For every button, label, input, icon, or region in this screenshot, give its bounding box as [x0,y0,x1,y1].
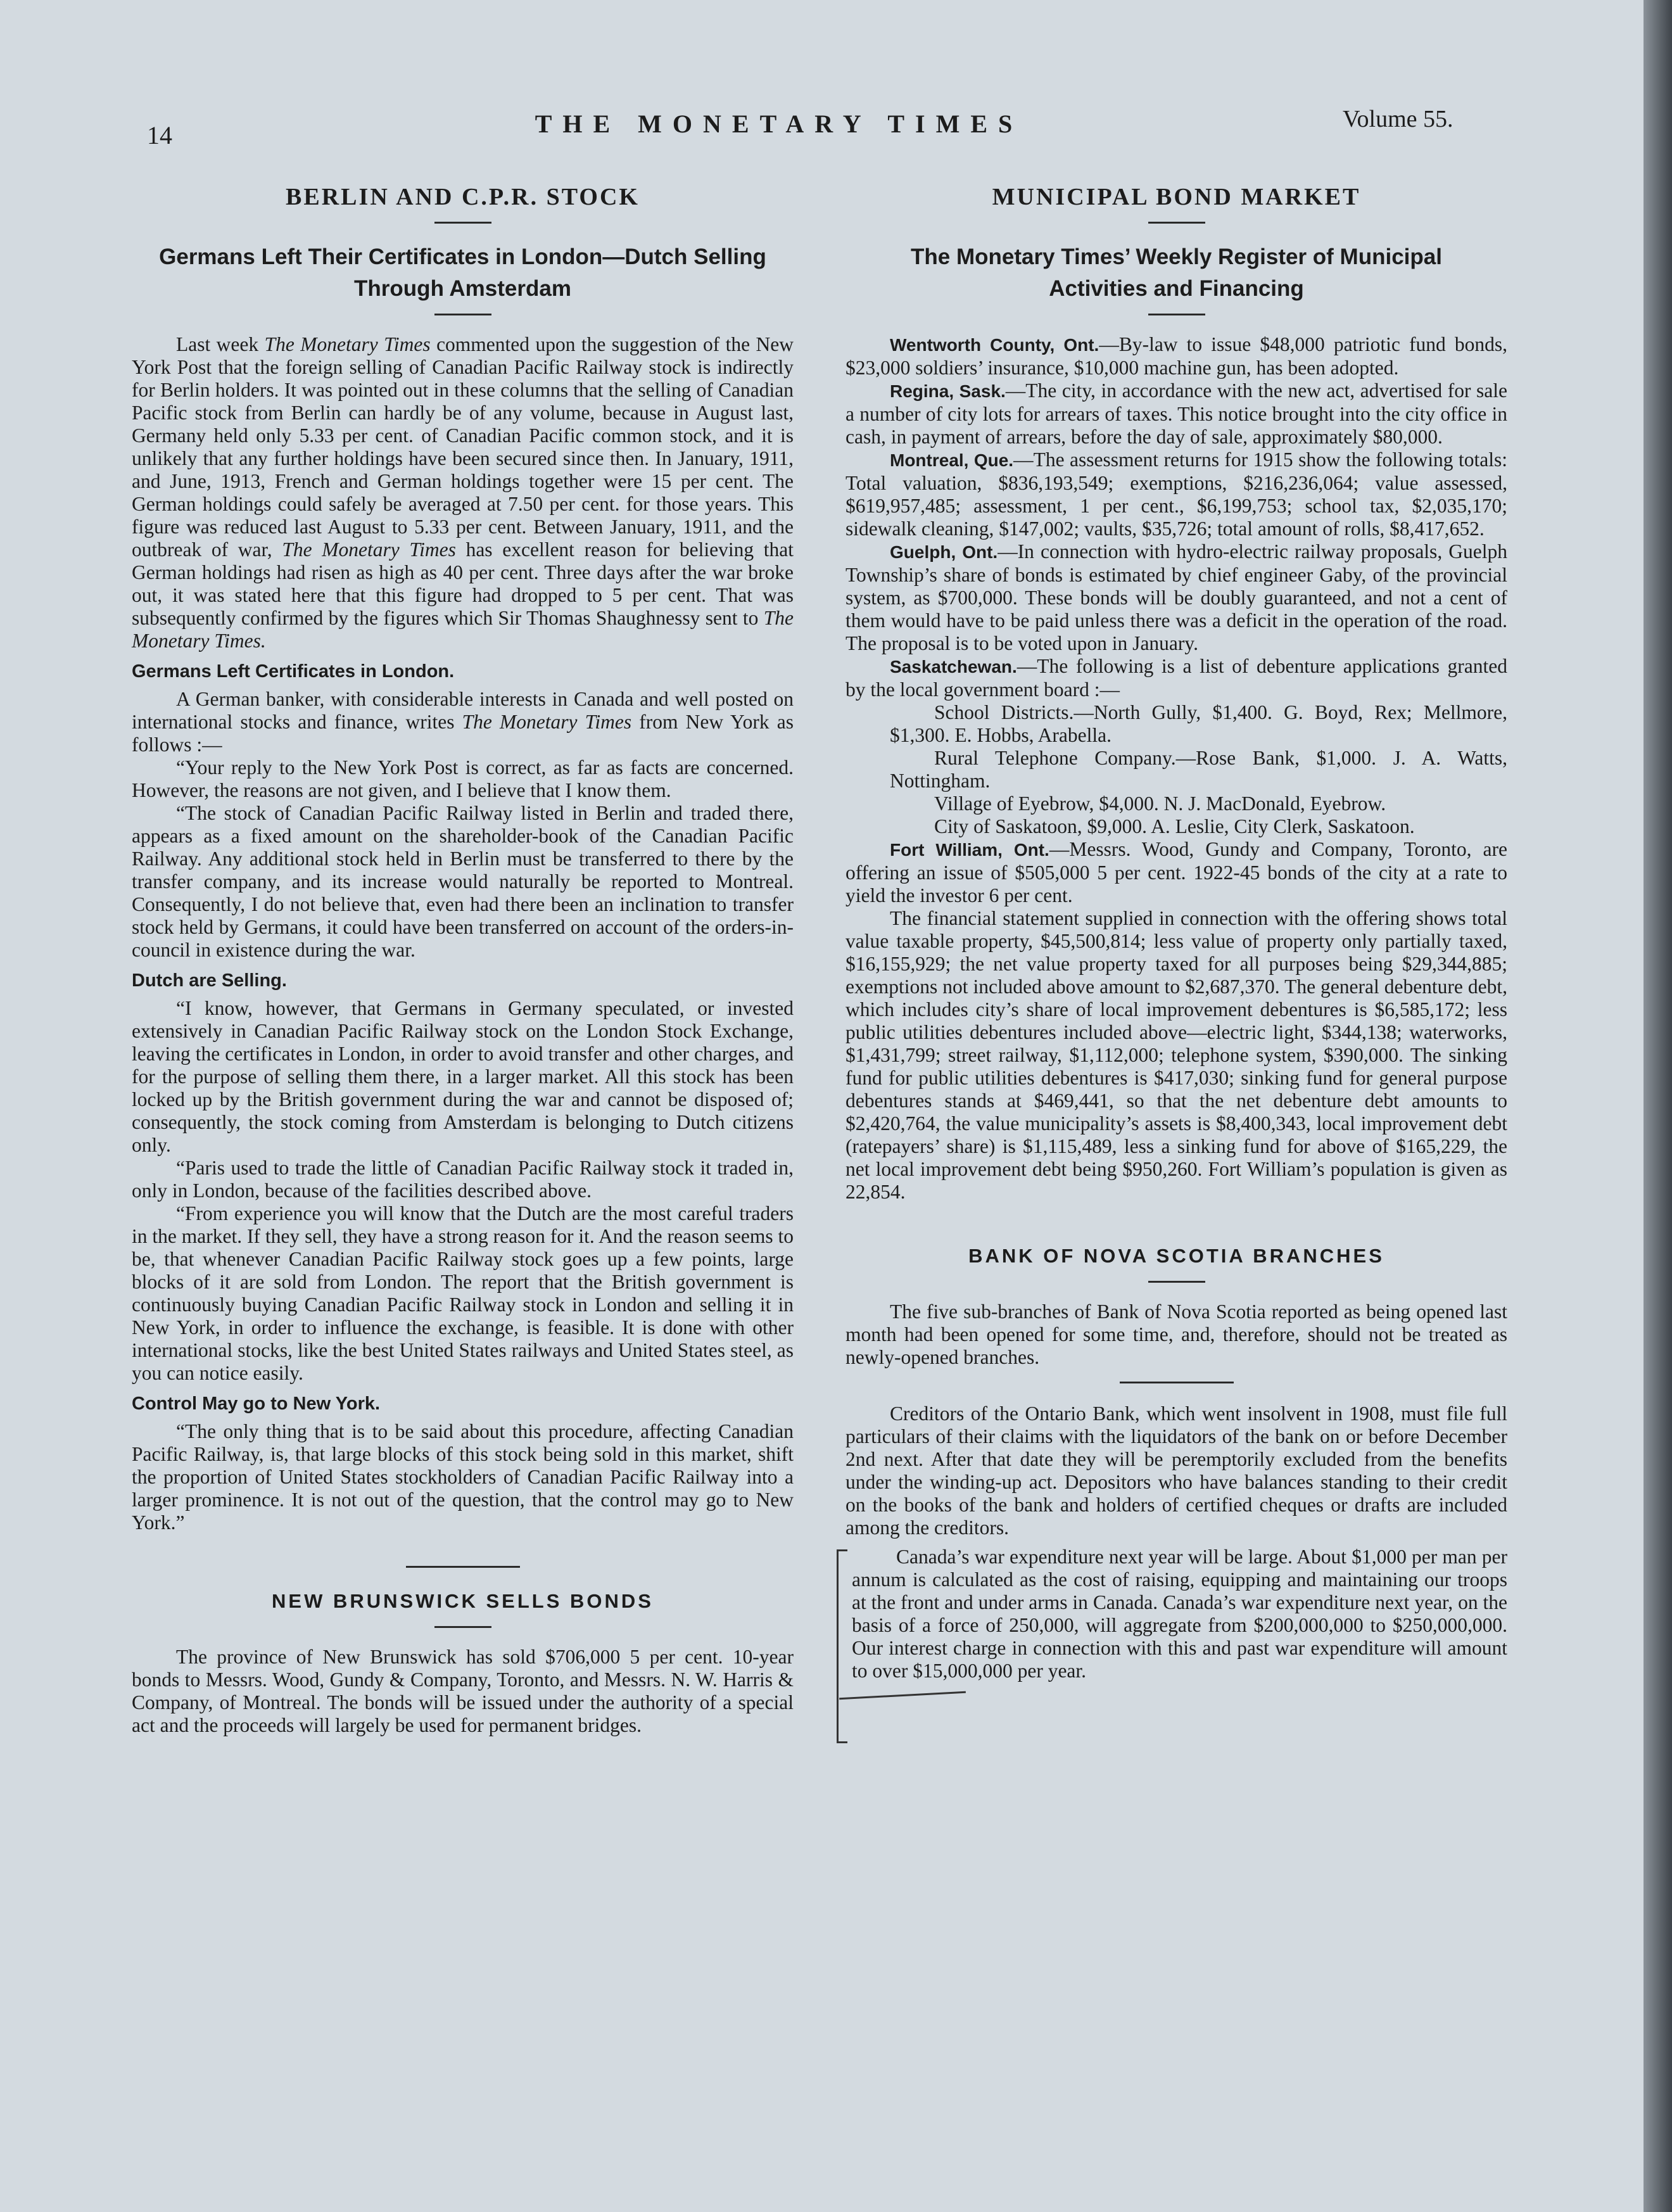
article-headline: BERLIN AND C.P.R. STOCK [286,184,640,210]
divider [1148,314,1205,315]
article-headline: NEW BRUNSWICK SELLS BONDS [272,1590,654,1612]
hand-drawn-underline [839,1691,966,1700]
paragraph: The financial statement supplied in connection with the offering shows total value taxable property, $45,500,814; less value of property only partially taxed, $16,155,929; the net value property taxed for all purposes being $29,344,885; exemptions not included above amount to $2,687,370. The general debenture debt, which includes city’s share of local improvement debentures is $6,585,172; less public utilities debentures included above—electric light, $344,138; waterworks, $1,431,799; street railway, $1,112,000; telephone system, $390,000. The sinking fund for public utilities debentures is $417,030; sinking fund for general purpose debentures stands at $469,441, so that the net debenture debt amounts to $2,420,764, the value municipality’s assets is $8,400,343, local improvement debt (ratepayers’ share) is $1,115,489, less a sinking fund for above of $165,229, the net local improvement debt being $950,260. Fort William’s population is given as 22,854. [846,907,1507,1203]
register-entry: Montreal, Que.—The assessment returns for 1915 show the following totals: Total valuation, $836,193,549; exemptions, $216,236,064; value assessed, $619,957,485; assessment, 1 per cent., $6,199,753; school tax, $2,035,170; sidewalk cleaning, $147,002; vaults, $35,726; total amount of rolls, $8,417,652. [846,448,1508,540]
right-column [846,170,1507,1682]
divider [406,1566,520,1568]
list-item: Village of Eyebrow, $4,000. N. J. MacDonald, Eyebrow. [934,792,1386,815]
article-headline: MUNICIPAL BOND MARKET [992,184,1361,210]
list-item: Rural Telephone Company.—Rose Bank, $1,000. J. A. Watts, Nottingham. [890,747,1507,792]
subheading: Control May go to New York. [132,1394,381,1414]
paragraph: A German banker, with considerable interests in Canada and well posted on international stocks and finance, writes The Monetary Times from New York as follows :— [132,688,794,756]
paragraph: “I know, however, that Germans in Germany speculated, or invested extensively in Canadian Pacific Railway stock on the London Stock Exchange, leaving the certificates in London, in order to avoid transfer and other charges, and for the purpose of selling them there, in a larger market. All this stock has been locked up by the British government during the war and cannot be disposed of; consequently, the stock coming from Amsterdam is belonging to Dutch citizens only. [132,997,794,1156]
divider [1148,1281,1205,1283]
register-entry: Wentworth County, Ont.—By-law to issue $48,000 patriotic fund bonds, $23,000 soldiers’ insurance, $10,000 machine gun, has been adopted. [846,333,1507,379]
divider [434,1626,491,1628]
masthead: THE MONETARY TIMES [535,110,1023,138]
paragraph: “Your reply to the New York Post is correct, as far as facts are concerned. However, the reasons are not given, and I believe that I know them. [132,756,794,801]
paragraph: “From experience you will know that the Dutch are the most careful traders in the market. If they sell, they have a strong reason for it. And the reason seems to be, that whenever Canadian Pacific Railway stock goes up a few points, large blocks of it are sold from London. The report that the British government is continuously buying Canadian Pacific Railway stock in London and selling it in New York, in order to influence the exchange, is feasible. It is done with other international stocks, like the best United States railways and United States steel, as you can notice easily. [132,1202,794,1384]
paragraph: Creditors of the Ontario Bank, which went insolvent in 1908, must file full particulars of their claims with the liquidators of the bank on or before December 2nd next. After that date they will be peremptorily excluded from the benefits under the winding-up act. Depositors who have balances standing to their credit on the books of the bank and holders of certified cheques or drafts are included among the creditors. [846,1402,1507,1539]
volume-label: Volume 55. [1343,106,1454,132]
page-header [0,101,1644,152]
paragraph: “The stock of Canadian Pacific Railway listed in Berlin and traded there, appears as a fixed amount on the shareholder-book of the Canadian Pacific Railway. Any additional stock held in Berlin must be transferred to there by the transfer company, and its increase would naturally be reported to Montreal. Consequently, I do not believe that, even had there been an inclination to transfer stock held by Germans, it could have been transferred on account of the orders-in-council in existence during the war. [132,802,794,961]
page-number: 14 [147,121,172,149]
hand-drawn-bracket [837,1549,847,1743]
register-entry: Fort William, Ont.—Messrs. Wood, Gundy and Company, Toronto, are offering an issue of $505,000 5 per cent. 1922-45 bonds of the city at a rate to yield the investor 6 per cent. [846,838,1507,906]
list-item: School Districts.—North Gully, $1,400. G. Boyd, Rex; Mellmore, $1,300. E. Hobbs, Arabella. [890,701,1507,746]
register-entry: Guelph, Ont.—In connection with hydro-electric railway proposals, Guelph Township’s share of bonds is estimated by chief engineer Gaby, of the provincial system, as $700,000. These bonds will be doubly guaranteed, and not a cent of them would have to be paid unless there was a deficit in the operation of the road. The proposal is to be voted upon in January. [846,540,1507,654]
paragraph: “The only thing that is to be said about this procedure, affecting Canadian Pacific Railway, is, that large blocks of this stock being sold in this market, shift the proportion of United States stockholders of Canadian Pacific Railway into a larger prominence. It is not out of the question, that the control may go to New York.” [132,1420,794,1534]
divider [1148,222,1205,224]
paragraph: “Paris used to trade the little of Canadian Pacific Railway stock it traded in, only in London, because of the facilities described above. [132,1157,794,1202]
subheading: Dutch are Selling. [132,970,287,991]
paragraph: The province of New Brunswick has sold $706,000 5 per cent. 10-year bonds to Messrs. Wood, Gundy & Company, Toronto, and Messrs. N. W. Harris & Company, of Montreal. The bonds will be issued under the authority of a special act and the proceeds will largely be used for permanent bridges. [132,1646,794,1736]
article-headline: BANK OF NOVA SCOTIA BRANCHES [968,1245,1384,1267]
paragraph: Last week The Monetary Times commented upon the suggestion of the New York Post that the foreign selling of Canadian Pacific Railway stock is indirectly for Berlin holders. It was pointed out in these columns that the selling of Canadian Pacific stock from Berlin can hardly be of any volume, because in August last, Germany held only 5.33 per cent. of Canadian Pacific common stock, and it is unlikely that any further holdings have been secured since then. In January, 1911, and June, 1913, French and German holdings together were 15 per cent. The German holdings could safely be averaged at 7.50 per cent. for those years. This figure was reduced last August to 5.33 per cent. Between January, 1911, and the outbreak of war, The Monetary Times has excellent reason for believing that German holdings had risen as high as 40 per cent. Three days after the war broke out, it was stated here that this figure had dropped to 5 per cent. That was subsequently confirmed by the figures which Sir Thomas Shaughnessy sent to The Monetary Times. [132,333,794,652]
page-edge-shadow [1644,0,1672,2212]
list-item: City of Saskatoon, $9,000. A. Leslie, City Clerk, Saskatoon. [934,815,1415,837]
subheading: Germans Left Certificates in London. [132,661,455,682]
marked-paragraph [846,1546,1507,1682]
divider [434,314,491,315]
divider [434,222,491,224]
article-deck: Germans Left Their Certificates in London—Dutch Selling Through Amsterdam [159,245,766,301]
paragraph: Canada’s war expenditure next year will be large. About $1,000 per man per annum is calculated as the cost of raising, equipping and maintaining our troops at the front and under arms in Canada. Canada’s war expenditure next year, on the basis of a force of 250,000, will aggregate from $200,000,000 to $250,000,000. Our interest charge in connection with this and past war expenditure will amount to over $15,000,000 per year. [852,1546,1507,1682]
register-entry: Regina, Sask.—The city, in accordance with the new act, advertised for sale a number of city lots for arrears of taxes. This notice brought into the city office in cash, in payment of arrears, before the day of sale, approximately $80,000. [846,379,1507,448]
article-deck: The Monetary Times’ Weekly Register of Municipal Activities and Financing [911,245,1442,301]
left-column [132,170,794,1737]
register-entry: Saskatchewan.—The following is a list of debenture applications granted by the local government board :— [846,655,1507,701]
paragraph: The five sub-branches of Bank of Nova Scotia reported as being opened last month had been opened for some time, and, therefore, should not be treated as newly-opened branches. [846,1300,1507,1368]
divider [1120,1382,1234,1383]
